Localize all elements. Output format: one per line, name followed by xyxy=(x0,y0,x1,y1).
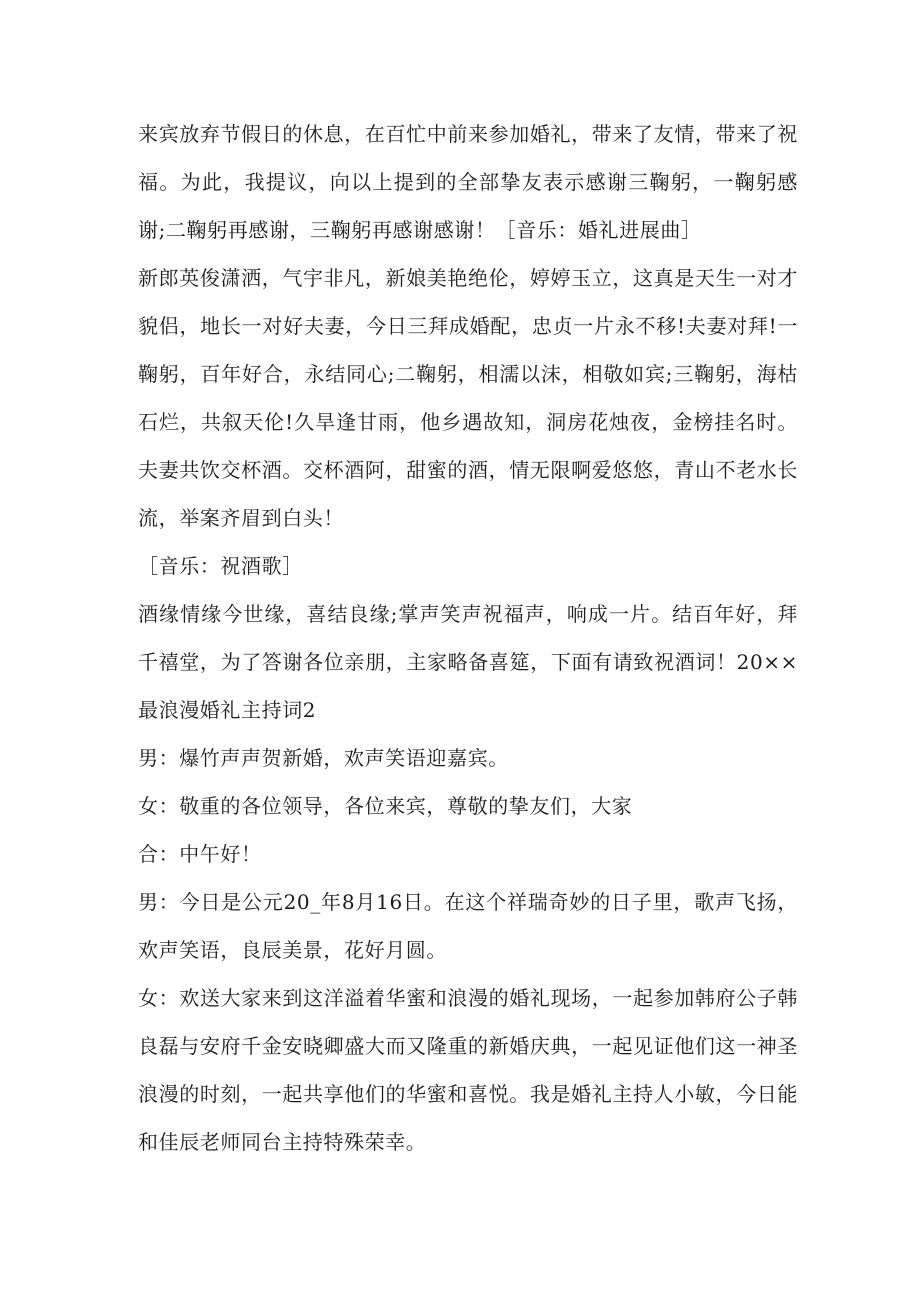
paragraph-male-line-1: 男：爆竹声声贺新婚，欢声笑语迎嘉宾。 xyxy=(138,746,509,770)
paragraph-female-line-2: 女：欢送大家来到这洋溢着华蜜和浪漫的婚礼现场，一起参加韩府公子韩良磊与安府千金安晓卿盛大而又隆重的新婚庆典，一起见证他们这一神圣浪漫的时刻，一起共享他们的华蜜和喜悦。我是婚礼主持人小敏，今日能和佳辰老师同台主持特殊荣幸。 xyxy=(138,986,798,1154)
paragraph-thanks-guests: 来宾放弃节假日的休息，在百忙中前来参加婚礼，带来了友情，带来了祝福。为此，我提议，向以上提到的全部挚友表示感谢三鞠躬，一鞠躬感谢;二鞠躬再感谢，三鞠躬再感谢感谢！［音乐：婚礼进展曲］ xyxy=(138,122,798,242)
paragraph-toast-intro: 酒缘情缘今世缘，喜结良缘;掌声笑声祝福声，响成一片。结百年好，拜千禧堂，为了答谢各位亲朋，主家略备喜筵，下面有请致祝酒词！20××最浪漫婚礼主持词2 xyxy=(138,602,798,722)
document-body xyxy=(138,110,798,1166)
paragraph-male-line-2: 男：今日是公元20_年8月16日。在这个祥瑞奇妙的日子里，歌声飞扬，欢声笑语，良辰美景，花好月圆。 xyxy=(138,890,798,962)
paragraph-female-line-1: 女：敬重的各位领导，各位来宾，尊敬的挚友们，大家 xyxy=(138,794,633,818)
paragraph-together-line: 合：中午好！ xyxy=(138,842,262,866)
paragraph-music-cue: ［音乐：祝酒歌］ xyxy=(138,554,303,578)
paragraph-couple-praise: 新郎英俊潇洒，气宇非凡，新娘美艳绝伦，婷婷玉立，这真是天生一对才貌侣，地长一对好夫妻，今日三拜成婚配，忠贞一片永不移!夫妻对拜!一鞠躬，百年好合，永结同心;二鞠躬，相濡以沫，相敬如宾;三鞠躬，海枯石烂，共叙天伦!久旱逢甘雨，他乡遇故知，洞房花烛夜，金榜挂名时。夫妻共饮交杯酒。交杯酒阿，甜蜜的酒，情无限啊爱悠悠，青山不老水长流，举案齐眉到白头！ xyxy=(138,266,798,530)
